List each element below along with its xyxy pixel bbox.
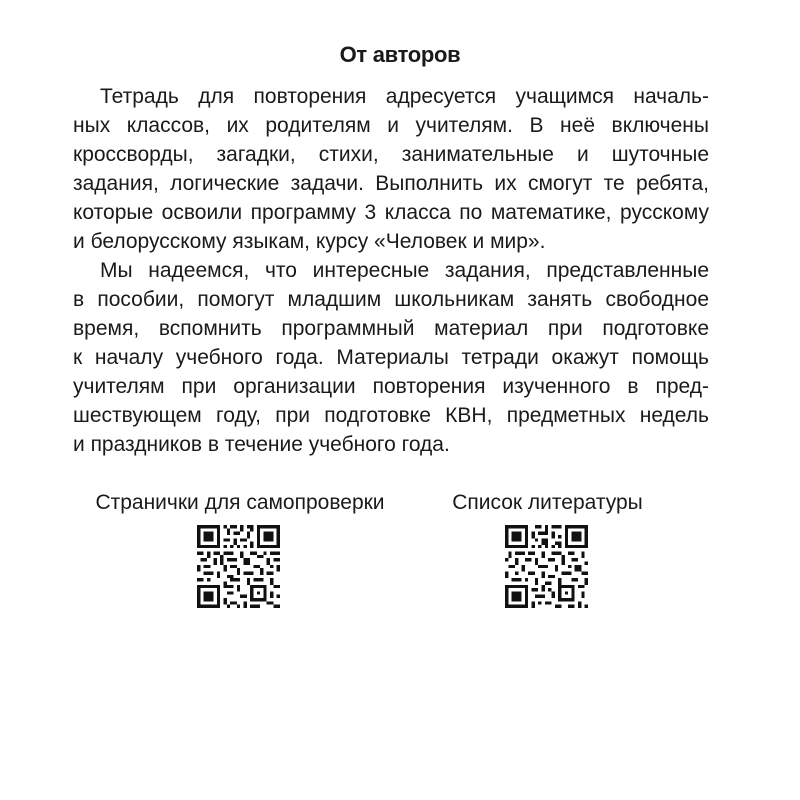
qr-section: [0, 488, 800, 618]
text-line: Тетрадь для повторения адресуется учащимся началь-: [100, 85, 709, 108]
text-line: Мы надеемся, что интересные задания, представленные: [100, 259, 709, 282]
text-line: шествующем году, при подготовке КВН, предметных недель: [73, 404, 709, 427]
text-line: к началу учебного года. Материалы тетради окажут помощь: [73, 346, 709, 369]
text-line: и праздников в течение учебного года.: [73, 433, 450, 456]
paragraph-2: [73, 256, 709, 459]
text-line: ных классов, их родителям и учителям. В неё включены: [73, 114, 709, 137]
qr-code-icon[interactable]: [197, 525, 280, 608]
text-line: задания, логические задачи. Выполнить их смогут те ребята,: [73, 172, 709, 195]
qr-block-self-check: [80, 488, 400, 518]
text-line: в пособии, помогут младшим школьникам занять свободное: [73, 288, 709, 311]
text-line: учителям при организации повторения изученного в пред-: [73, 375, 709, 398]
text-line: время, вспомнить программный материал при подготовке: [73, 317, 709, 340]
paragraph-1: [73, 82, 709, 256]
qr-block-literature: [440, 488, 655, 518]
qr-code-icon[interactable]: [505, 525, 588, 608]
text-line: которые освоили программу 3 класса по математике, русскому: [73, 201, 709, 224]
text-line: кроссворды, загадки, стихи, занимательные и шуточные: [73, 143, 709, 166]
qr-label-self-check: Странички для самопроверки: [95, 491, 385, 514]
page-title: От авторов: [339, 42, 461, 67]
qr-label-literature: Список литературы: [452, 491, 643, 514]
text-line: и белорусскому языкам, курсу «Человек и мир».: [73, 230, 546, 253]
body-text: [73, 82, 709, 459]
